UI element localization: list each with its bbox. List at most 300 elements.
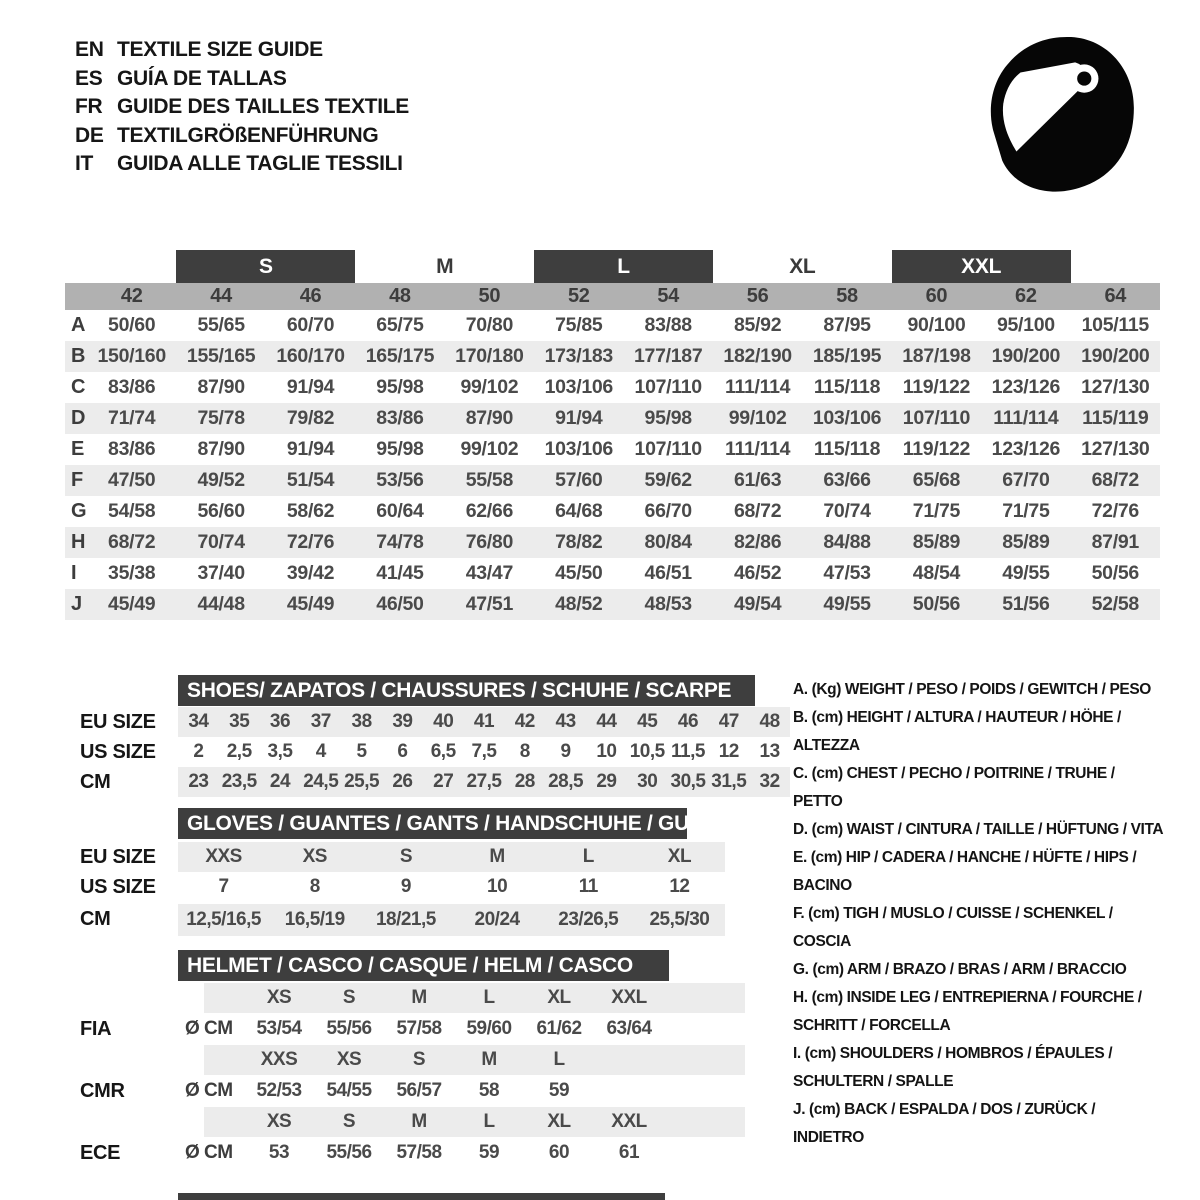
helmet-cmr-value: 52/53 xyxy=(256,1080,302,1101)
size-value: 119/122 xyxy=(902,438,971,460)
glove-us-size: 10 xyxy=(487,876,508,897)
size-value: 70/80 xyxy=(465,314,514,336)
size-value: 75/85 xyxy=(555,314,603,336)
shoes-us-size-label: US SIZE xyxy=(80,740,156,763)
size-band-s: S xyxy=(176,250,355,283)
table-row xyxy=(65,341,1160,372)
size-value: 107/110 xyxy=(634,438,702,460)
size-value: 177/187 xyxy=(634,345,703,367)
glove-cm-value: 25,5/30 xyxy=(649,909,710,930)
table-row xyxy=(65,496,1160,527)
size-value: 115/119 xyxy=(1082,407,1149,429)
size-value: 111/114 xyxy=(993,407,1059,429)
glove-eu-size: XL xyxy=(667,846,692,867)
legend-item: J. (cm) BACK / ESPALDA / DOS / ZURÜCK / INDIETRO xyxy=(793,1101,1096,1146)
size-value: 70/74 xyxy=(197,531,245,553)
shoe-us-size: 9 xyxy=(560,741,571,762)
size-value: 107/110 xyxy=(634,376,702,398)
size-value: 76/80 xyxy=(465,531,514,553)
size-band-xl: XL xyxy=(789,254,816,278)
measurement-rows xyxy=(65,310,1160,620)
racing-helmet-icon xyxy=(982,28,1144,200)
size-number: 62 xyxy=(1015,285,1037,307)
size-number: 44 xyxy=(210,285,232,307)
language-row xyxy=(75,122,409,151)
gloves-us-size-label: US SIZE xyxy=(80,875,156,898)
helmet-fia-value: 53/54 xyxy=(256,1018,302,1039)
size-value: 95/98 xyxy=(376,438,424,460)
size-value: 45/50 xyxy=(555,562,603,584)
size-value: 50/60 xyxy=(108,314,156,336)
legend-item: B. (cm) HEIGHT / ALTURA / HAUTEUR / HÖHE / ALTEZZA xyxy=(793,709,1121,754)
helmet-size: XS xyxy=(336,1049,362,1070)
size-value: 61/63 xyxy=(733,469,782,491)
size-value: 60/64 xyxy=(376,500,424,522)
shoe-us-size: 13 xyxy=(759,741,780,762)
shoe-cm-value: 28,5 xyxy=(548,771,584,792)
shoes-eu-size-label: EU SIZE xyxy=(80,710,156,733)
size-value: 79/82 xyxy=(286,407,335,429)
size-value: 127/130 xyxy=(1081,376,1150,398)
size-value: 83/86 xyxy=(376,407,424,429)
language-title: GUÍA DE TALLAS xyxy=(117,66,287,90)
size-value: 47/50 xyxy=(108,469,156,491)
size-value: 115/118 xyxy=(813,438,881,460)
helmet-size: XS xyxy=(266,987,292,1008)
size-value: 80/84 xyxy=(644,531,692,553)
shoe-eu-size: 37 xyxy=(310,711,331,732)
legend-item: F. (cm) TIGH / MUSLO / CUISSE / SCHENKEL / COSCIA xyxy=(793,905,1113,950)
size-value: 50/56 xyxy=(1091,562,1139,584)
shoe-us-size: 11,5 xyxy=(671,741,705,762)
glove-eu-size: L xyxy=(582,846,594,867)
shoes-cm-label: CM xyxy=(80,770,111,793)
gloves-section-title: GLOVES / GUANTES / GANTS / HANDSCHUHE / GUANTI xyxy=(187,811,737,835)
helmet-cmr-label: CMR xyxy=(80,1079,125,1102)
shoe-cm-value: 27 xyxy=(433,771,454,792)
helmet-ece-value: Ø CM xyxy=(185,1142,233,1163)
size-value: 46/50 xyxy=(376,593,424,615)
legend-item: D. (cm) WAIST / CINTURA / TAILLE / HÜFTUNG / VITA xyxy=(793,821,1164,838)
shoe-cm-value: 26 xyxy=(392,771,413,792)
size-value: 56/60 xyxy=(197,500,245,522)
helmet-size: M xyxy=(411,987,427,1008)
table-row xyxy=(65,310,1160,341)
size-value: 115/118 xyxy=(813,376,881,398)
glove-us-size: 9 xyxy=(400,876,411,897)
size-value: 39/42 xyxy=(286,562,335,584)
size-value: 85/89 xyxy=(1002,531,1050,553)
helmet-fia-values-row xyxy=(178,1014,664,1044)
row-letter: F xyxy=(71,469,83,491)
size-value: 45/49 xyxy=(108,593,156,615)
helmet-fia-value: 63/64 xyxy=(606,1018,652,1039)
size-value: 49/55 xyxy=(823,593,871,615)
size-value: 155/165 xyxy=(186,345,256,367)
size-value: 82/86 xyxy=(733,531,782,553)
helmet-ece-value: 59 xyxy=(478,1142,500,1163)
size-value: 41/45 xyxy=(376,562,424,584)
size-value: 107/110 xyxy=(902,407,971,429)
size-value: 66/70 xyxy=(644,500,692,522)
size-value: 127/130 xyxy=(1081,438,1150,460)
glove-cm-value: 12,5/16,5 xyxy=(186,909,261,930)
glove-cm-value: 23/26,5 xyxy=(558,909,619,930)
size-value: 91/94 xyxy=(286,438,335,460)
size-value: 74/78 xyxy=(376,531,424,553)
size-value: 72/76 xyxy=(1091,500,1139,522)
legend-item: G. (cm) ARM / BRAZO / BRAS / ARM / BRACCIO xyxy=(793,961,1127,978)
size-band-xxl: XXL xyxy=(892,250,1071,283)
helmet-fia-value: 61/62 xyxy=(536,1018,582,1039)
helmet-ece-value: 55/56 xyxy=(326,1142,372,1163)
shoe-cm-value: 25,5 xyxy=(344,771,380,792)
size-value: 37/40 xyxy=(197,562,245,584)
size-number: 56 xyxy=(746,285,769,307)
shoe-eu-size: 35 xyxy=(229,711,250,732)
shoe-us-size: 6,5 xyxy=(430,741,456,762)
size-value: 185/195 xyxy=(812,345,882,367)
size-value: 160/170 xyxy=(276,345,345,367)
language-title: GUIDA ALLE TAGLIE TESSILI xyxy=(117,152,403,176)
row-letter: A xyxy=(71,314,86,336)
helmet-cmr-value: 56/57 xyxy=(396,1080,442,1101)
size-value: 75/78 xyxy=(197,407,245,429)
shoe-eu-size: 46 xyxy=(677,711,699,732)
size-number: 50 xyxy=(478,285,501,307)
main-size-table xyxy=(65,250,1160,620)
helmet-ece-label: ECE xyxy=(80,1141,121,1164)
size-number: 52 xyxy=(567,285,590,307)
size-value: 51/54 xyxy=(286,469,335,491)
glove-cm-value: 16,5/19 xyxy=(284,909,345,930)
size-value: 83/86 xyxy=(108,376,156,398)
size-value: 44/48 xyxy=(197,593,245,615)
table-row xyxy=(65,527,1160,558)
shoe-eu-size: 43 xyxy=(555,711,576,732)
size-value: 67/70 xyxy=(1002,469,1050,491)
shoe-cm-value: 29 xyxy=(596,771,617,792)
shoe-us-size: 4 xyxy=(315,741,326,762)
size-value: 123/126 xyxy=(991,438,1061,460)
helmet-ece-values-row xyxy=(178,1138,664,1168)
size-value: 72/76 xyxy=(286,531,335,553)
helmet-size: M xyxy=(411,1111,427,1132)
helmet-ece-value: 57/58 xyxy=(396,1142,442,1163)
legend-item: E. (cm) HIP / CADERA / HANCHE / HÜFTE / HIPS / BACINO xyxy=(793,849,1137,894)
size-value: 190/200 xyxy=(1081,345,1150,367)
glove-eu-size: M xyxy=(489,846,505,867)
legend-item: H. (cm) INSIDE LEG / ENTREPIERNA / FOURCHE / SCHRITT / FORCELLA xyxy=(793,989,1142,1034)
size-value: 48/52 xyxy=(555,593,603,615)
helmet-size: L xyxy=(483,1111,495,1132)
size-band-l: L xyxy=(534,250,713,283)
shoe-eu-size: 44 xyxy=(596,711,617,732)
shoe-eu-size: 39 xyxy=(392,711,413,732)
gloves-cm-label: CM xyxy=(80,907,111,930)
shoes-section-title: SHOES/ ZAPATOS / CHAUSSURES / SCHUHE / SCARPE xyxy=(187,678,732,702)
shoe-eu-size: 34 xyxy=(188,711,209,732)
helmet-cmr-sizes-row xyxy=(178,1045,664,1075)
helmet-section-header xyxy=(178,950,669,981)
shoes-us-row xyxy=(178,737,790,767)
row-letter: G xyxy=(71,500,87,522)
row-letter: H xyxy=(71,531,86,553)
gloves-eu-row xyxy=(178,842,725,872)
helmet-size: S xyxy=(342,1111,356,1132)
size-number: 42 xyxy=(120,285,143,307)
size-value: 51/56 xyxy=(1002,593,1050,615)
shoe-us-size: 7,5 xyxy=(471,741,497,762)
row-letter: J xyxy=(71,593,82,615)
size-band-m: M xyxy=(436,254,454,278)
shoes-eu-row xyxy=(178,707,790,737)
size-value: 111/114 xyxy=(725,376,791,398)
size-value: 103/106 xyxy=(544,376,613,398)
shoe-eu-size: 36 xyxy=(269,711,291,732)
size-value: 49/55 xyxy=(1002,562,1050,584)
bottom-cutoff-bar xyxy=(178,1193,665,1200)
table-row xyxy=(65,465,1160,496)
size-value: 50/56 xyxy=(912,593,961,615)
row-letter: B xyxy=(71,345,86,367)
glove-us-size: 11 xyxy=(578,876,598,897)
helmet-size: XS xyxy=(266,1111,292,1132)
size-value: 123/126 xyxy=(991,376,1061,398)
size-value: 48/53 xyxy=(644,593,692,615)
glove-cm-value: 18/21,5 xyxy=(375,909,436,930)
shoes-cm-row xyxy=(178,767,790,797)
helmet-size: L xyxy=(483,987,495,1008)
racing-helmet-graphic xyxy=(982,28,1144,200)
letter-spacer xyxy=(65,283,87,310)
size-value: 85/89 xyxy=(912,531,961,553)
shoe-cm-value: 23 xyxy=(188,771,209,792)
glove-us-size: 8 xyxy=(309,876,320,897)
glove-cm-value: 20/24 xyxy=(474,909,520,930)
shoes-section-header xyxy=(178,675,755,706)
size-value: 165/175 xyxy=(365,345,435,367)
size-value: 52/58 xyxy=(1091,593,1139,615)
size-value: 85/92 xyxy=(733,314,782,336)
shoe-eu-size: 45 xyxy=(637,711,658,732)
shoe-eu-size: 41 xyxy=(473,711,495,732)
size-number: 64 xyxy=(1104,285,1127,307)
size-value: 87/90 xyxy=(465,407,514,429)
size-value: 95/100 xyxy=(996,314,1055,336)
glove-us-size: 12 xyxy=(669,876,690,897)
size-value: 53/56 xyxy=(376,469,424,491)
size-value: 87/95 xyxy=(823,314,871,336)
glove-eu-size: XXS xyxy=(205,846,242,867)
size-value: 46/52 xyxy=(733,562,782,584)
size-value: 59/62 xyxy=(644,469,692,491)
helmet-cmr-value: 58 xyxy=(478,1080,500,1101)
helmet-size: L xyxy=(553,1049,565,1070)
shoe-us-size: 3,5 xyxy=(267,741,293,762)
shoe-us-size: 2,5 xyxy=(226,741,252,762)
language-code: DE xyxy=(75,123,104,147)
size-value: 190/200 xyxy=(991,345,1061,367)
size-value: 64/68 xyxy=(555,500,603,522)
size-number: 54 xyxy=(657,285,680,307)
language-title: TEXTILE SIZE GUIDE xyxy=(117,38,323,62)
shoe-cm-value: 30,5 xyxy=(670,771,706,792)
size-value: 71/75 xyxy=(912,500,961,522)
size-value: 95/98 xyxy=(644,407,692,429)
shoe-eu-size: 42 xyxy=(514,711,535,732)
shoe-cm-value: 31,5 xyxy=(711,771,747,792)
helmet-size: XL xyxy=(547,987,571,1008)
language-code: FR xyxy=(75,95,103,119)
size-value: 47/53 xyxy=(823,562,871,584)
legend-item: A. (Kg) WEIGHT / PESO / POIDS / GEWITCH / PESO xyxy=(793,681,1151,698)
size-value: 43/47 xyxy=(465,562,514,584)
helmet-fia-value: Ø CM xyxy=(185,1018,233,1039)
measurement-legend xyxy=(793,676,1165,1152)
shoe-us-size: 5 xyxy=(356,741,367,762)
table-row xyxy=(65,558,1160,589)
size-value: 90/100 xyxy=(907,314,966,336)
shoe-eu-size: 40 xyxy=(433,711,454,732)
size-value: 83/86 xyxy=(108,438,156,460)
shoe-us-size: 2 xyxy=(193,741,204,762)
shoe-eu-size: 47 xyxy=(718,711,739,732)
shoe-cm-value: 32 xyxy=(759,771,780,792)
size-band-row xyxy=(65,250,1160,283)
size-value: 71/75 xyxy=(1002,500,1050,522)
helmet-fia-value: 55/56 xyxy=(326,1018,372,1039)
size-value: 62/66 xyxy=(465,500,514,522)
helmet-cmr-value: Ø CM xyxy=(185,1080,233,1101)
size-number-row xyxy=(65,283,1160,310)
size-value: 95/98 xyxy=(376,376,424,398)
size-number: 46 xyxy=(299,285,322,307)
size-value: 87/90 xyxy=(197,438,245,460)
size-value: 119/122 xyxy=(902,376,971,398)
helmet-size: S xyxy=(412,1049,426,1070)
shoe-eu-size: 38 xyxy=(351,711,372,732)
size-value: 49/52 xyxy=(197,469,245,491)
shoe-us-size: 6 xyxy=(397,741,408,762)
shoe-eu-size: 48 xyxy=(759,711,780,732)
size-value: 170/180 xyxy=(455,345,524,367)
language-title: TEXTILGRÖßENFÜHRUNG xyxy=(117,123,379,147)
language-row xyxy=(75,93,409,122)
shoe-us-size: 10,5 xyxy=(629,741,665,762)
language-title: GUIDE DES TAILLES TEXTILE xyxy=(117,95,409,119)
language-code: IT xyxy=(75,152,94,176)
size-value: 99/102 xyxy=(728,407,787,429)
helmet-fia-sizes-row xyxy=(178,983,664,1013)
glove-us-size: 7 xyxy=(218,876,229,897)
helmet-ece-value: 60 xyxy=(548,1142,570,1163)
helmet-size: M xyxy=(481,1049,497,1070)
size-value: 49/54 xyxy=(733,593,782,615)
helmet-fia-value: 57/58 xyxy=(396,1018,442,1039)
size-value: 65/75 xyxy=(376,314,424,336)
size-value: 83/88 xyxy=(644,314,692,336)
helmet-cmr-value: 54/55 xyxy=(326,1080,372,1101)
size-value: 47/51 xyxy=(465,593,514,615)
gloves-section-header xyxy=(178,808,737,839)
size-value: 58/62 xyxy=(286,500,335,522)
shoe-cm-value: 24,5 xyxy=(303,771,339,792)
language-code: EN xyxy=(75,38,104,62)
gloves-us-row xyxy=(178,872,725,902)
shoe-us-size: 10 xyxy=(596,741,617,762)
size-value: 78/82 xyxy=(555,531,603,553)
shoe-cm-value: 30 xyxy=(637,771,658,792)
size-number: 48 xyxy=(389,285,411,307)
size-value: 87/90 xyxy=(197,376,245,398)
size-value: 87/91 xyxy=(1091,531,1139,553)
helmet-size: XL xyxy=(547,1111,571,1132)
helmet-ece-value: 53 xyxy=(268,1142,290,1163)
size-value: 105/115 xyxy=(1081,314,1149,336)
size-value: 45/49 xyxy=(286,593,335,615)
size-value: 103/106 xyxy=(544,438,613,460)
size-value: 60/70 xyxy=(286,314,335,336)
size-value: 91/94 xyxy=(286,376,335,398)
size-value: 173/183 xyxy=(544,345,613,367)
row-letter: E xyxy=(71,438,85,460)
size-value: 63/66 xyxy=(823,469,871,491)
gloves-cm-row xyxy=(178,904,725,936)
glove-eu-size: XS xyxy=(302,846,327,867)
size-value: 84/88 xyxy=(823,531,871,553)
language-list xyxy=(75,36,409,179)
gloves-eu-size-label: EU SIZE xyxy=(80,845,156,868)
size-value: 68/72 xyxy=(108,531,156,553)
helmet-section-title: HELMET / CASCO / CASQUE / HELM / CASCO xyxy=(187,953,633,977)
size-value: 55/65 xyxy=(197,314,245,336)
language-code: ES xyxy=(75,66,103,90)
size-value: 111/114 xyxy=(725,438,791,460)
helmet-cmr-value: 59 xyxy=(548,1080,570,1101)
language-row xyxy=(75,65,409,94)
shoe-cm-value: 23,5 xyxy=(221,771,257,792)
helmet-size: S xyxy=(342,987,356,1008)
size-value: 99/102 xyxy=(460,376,519,398)
glove-eu-size: S xyxy=(399,846,412,867)
shoe-us-size: 8 xyxy=(519,741,530,762)
helmet-size: XXL xyxy=(611,987,647,1008)
size-value: 187/198 xyxy=(902,345,971,367)
size-value: 71/74 xyxy=(108,407,156,429)
helmet-fia-label: FIA xyxy=(80,1017,112,1040)
row-letter: I xyxy=(71,562,77,584)
row-letter: D xyxy=(71,407,86,429)
size-value: 150/160 xyxy=(97,345,166,367)
size-value: 48/54 xyxy=(912,562,961,584)
size-value: 35/38 xyxy=(108,562,156,584)
shoe-cm-value: 28 xyxy=(514,771,535,792)
helmet-ece-sizes-row xyxy=(178,1107,664,1137)
shoe-cm-value: 24 xyxy=(269,771,291,792)
size-value: 182/190 xyxy=(723,345,792,367)
size-value: 57/60 xyxy=(555,469,603,491)
table-row xyxy=(65,434,1160,465)
helmet-fia-value: 59/60 xyxy=(466,1018,512,1039)
helmet-size: XXL xyxy=(611,1111,647,1132)
helmet-cmr-values-row xyxy=(178,1076,664,1106)
size-value: 99/102 xyxy=(460,438,519,460)
helmet-size: XXS xyxy=(260,1049,298,1070)
legend-item: C. (cm) CHEST / PECHO / POITRINE / TRUHE / PETTO xyxy=(793,765,1115,810)
size-value: 70/74 xyxy=(823,500,871,522)
size-value: 65/68 xyxy=(912,469,961,491)
